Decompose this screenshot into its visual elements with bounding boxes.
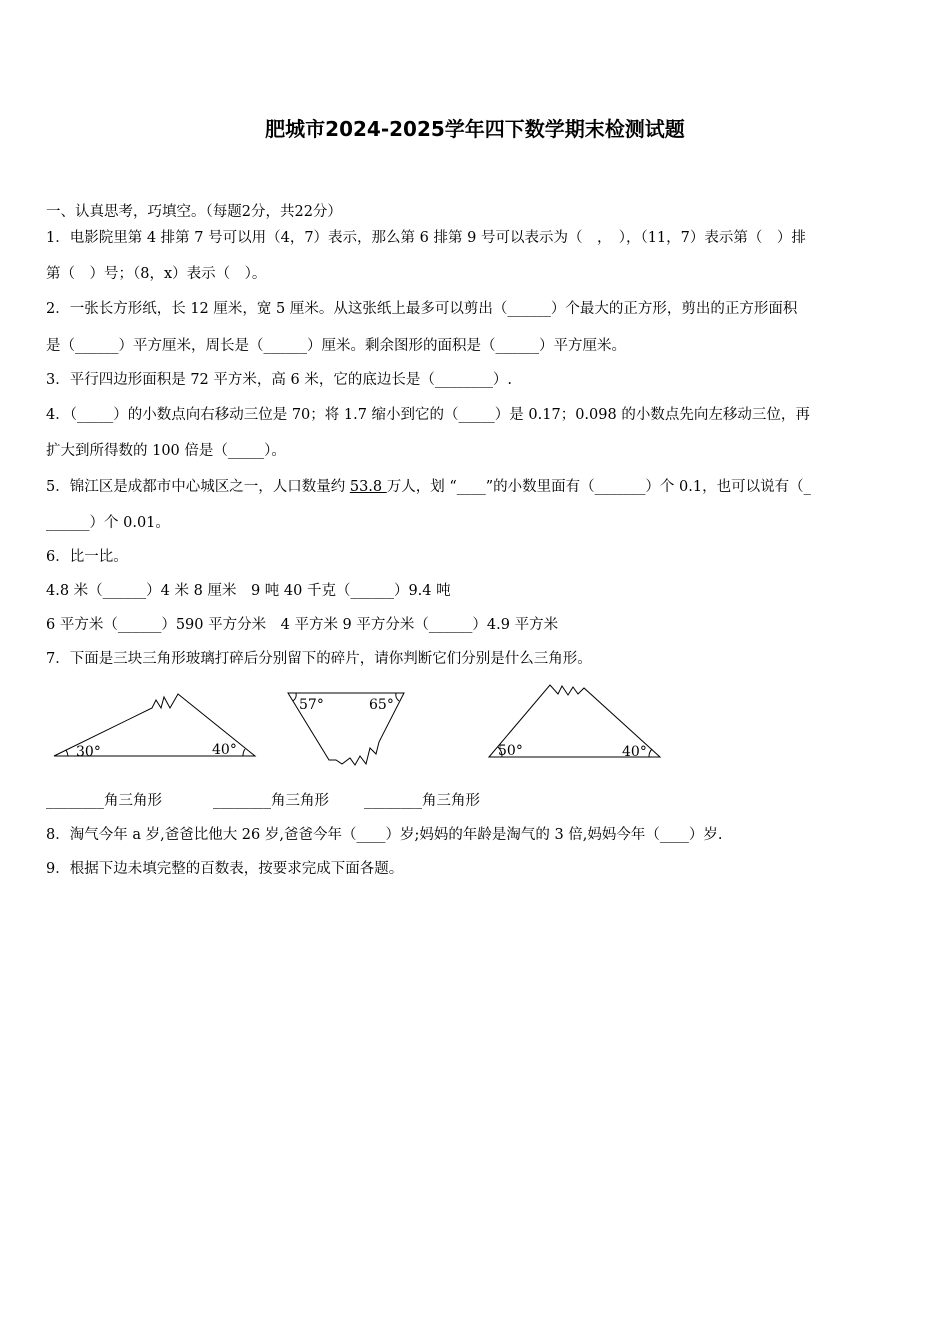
fig3-angle-right: 40°: [622, 744, 647, 760]
question-8: 8．淘气今年 a 岁,爸爸比他大 26 岁,爸爸今年（____）岁;妈妈的年龄是淘气的 3 倍,妈妈今年（____）岁.: [46, 827, 723, 843]
question-1-line-2: 第（ ）号；（8，x）表示（ ）。: [46, 266, 267, 282]
question-1-line-1: 1．电影院里第 4 排第 7 号可以用（4，7）表示，那么第 6 排第 9 号可以表示为（ ， ），（11，7）表示第（ ）排: [46, 230, 806, 246]
question-4-line-1: 4．（_____）的小数点向右移动三位是 70；将 1.7 缩小到它的（_____）是 0.17；0.098 的小数点先向左移动三位，再: [46, 407, 810, 423]
page-title: 肥城市2024-2025学年四下数学期末检测试题: [265, 117, 685, 141]
section-heading: 一、认真思考，巧填空。（每题2分，共22分）: [46, 204, 342, 220]
answer-blank-2[interactable]: ________角三角形: [213, 793, 329, 809]
question-5-pre: 5．锦江区是成都市中心城区之一，人口数量约: [46, 479, 350, 495]
question-6-compare-row-2: 6 平方米（______）590 平方分米 4 平方米 9 平方分米（______）4.9 平方米: [46, 617, 559, 633]
fig1-angle-left: 30°: [76, 744, 101, 760]
question-2-line-2: 是（______）平方厘米，周长是（______）厘米。剩余图形的面积是（______）平方厘米。: [46, 338, 626, 354]
question-5-underlined-number: 53.8: [349, 479, 387, 495]
question-6-compare-row-1: 4.8 米（______）4 米 8 厘米 9 吨 40 千克（______）9.4 吨: [46, 583, 451, 599]
question-4-line-2: 扩大到所得数的 100 倍是（_____）。: [46, 443, 286, 459]
fig1-angle-right: 40°: [212, 742, 237, 758]
question-9: 9．根据下边未填完整的百数表，按要求完成下面各题。: [46, 861, 404, 877]
question-6-heading: 6．比一比。: [46, 549, 128, 565]
triangle-fragment-3: [486, 680, 666, 764]
question-5-post: 万人，划 “____”的小数里面有（_______）个 0.1，也可以说有（_: [386, 479, 811, 495]
question-2-line-1: 2．一张长方形纸，长 12 厘米，宽 5 厘米。从这张纸上最多可以剪出（______）个最大的正方形，剪出的正方形面积: [46, 301, 798, 317]
answer-blank-1[interactable]: ________角三角形: [46, 793, 162, 809]
question-5-line-1: [46, 477, 811, 497]
question-7-heading: 7．下面是三块三角形玻璃打碎后分别留下的碎片，请你判断它们分别是什么三角形。: [46, 651, 592, 667]
answer-blank-3[interactable]: ________角三角形: [364, 793, 480, 809]
fig2-angle-right: 65°: [369, 697, 394, 713]
fig3-angle-left: 50°: [498, 743, 523, 759]
triangle-fragment-2: [284, 690, 408, 770]
fig2-angle-left: 57°: [299, 697, 324, 713]
triangle-fragment-1: [50, 688, 260, 764]
question-5-line-2: ______）个 0.01。: [46, 515, 170, 531]
question-3: 3．平行四边形面积是 72 平方米，高 6 米，它的底边长是（________）.: [46, 372, 512, 388]
